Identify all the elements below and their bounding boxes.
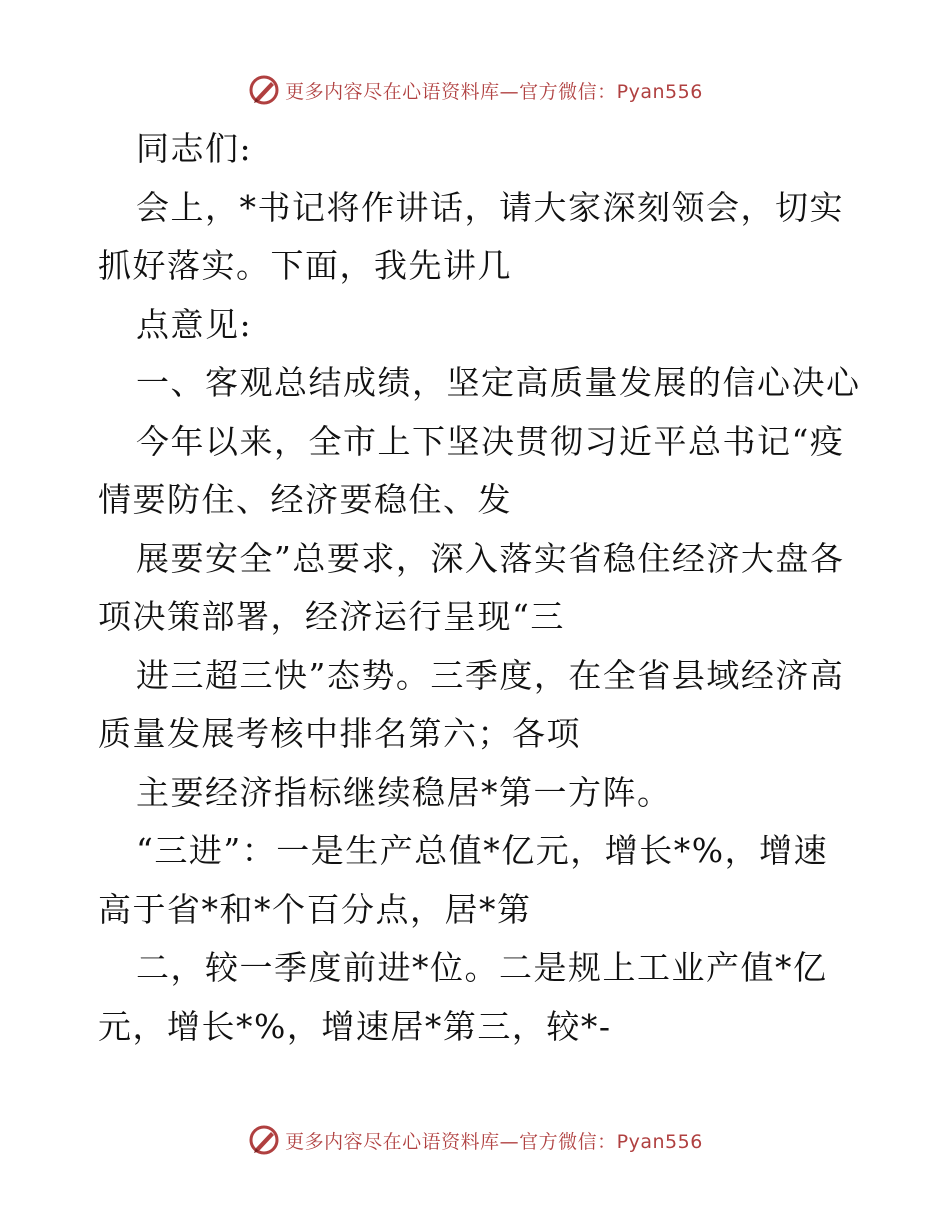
body-line: 展要安全”总要求，深入落实省稳住经济大盘各: [136, 538, 845, 578]
salutation-line: 同志们:: [136, 129, 253, 168]
watermark-contact: —官方微信：Pyan556: [499, 80, 703, 103]
pen-logo-icon: [247, 1123, 281, 1157]
document-body: [98, 120, 861, 1056]
header-watermark: [0, 70, 950, 110]
body-line: 抓好落实。下面，我先讲几: [98, 246, 512, 285]
body-line: 情要防住、经济要稳住、发: [98, 480, 512, 519]
pen-logo-icon: [247, 73, 281, 107]
watermark-contact: —官方微信：Pyan556: [499, 1130, 703, 1153]
body-line: 点意见:: [136, 304, 253, 344]
body-line: 项决策部署，经济运行呈现“三: [98, 597, 565, 636]
body-line: 质量发展考核中排名第六；各项: [98, 714, 581, 753]
footer-watermark: [0, 1120, 950, 1160]
body-line: 主要经济指标继续稳居*第一方阵。: [136, 772, 672, 812]
body-line: “三进”：一是生产总值*亿元，增长*%，增速: [136, 831, 829, 870]
body-line: 高于省*和*个百分点，居*第: [98, 889, 532, 929]
section-heading: 一、客观总结成绩，坚定高质量发展的信心决心: [136, 363, 861, 402]
watermark-brand: 更多内容尽在心语资料库: [285, 1130, 500, 1153]
body-line: 二，较一季度前进*位。二是规上工业产值*亿: [136, 948, 828, 987]
body-line: 元，增长*%，增速居*第三，较*-: [98, 1006, 612, 1046]
watermark-brand: 更多内容尽在心语资料库: [285, 80, 500, 103]
body-line: 进三超三快”态势。三季度，在全省县域经济高: [136, 655, 845, 695]
body-line: 今年以来，全市上下坚决贯彻习近平总书记“疫: [136, 421, 845, 461]
body-line: 会上，*书记将作讲话，请大家深刻领会，切实: [136, 187, 844, 227]
